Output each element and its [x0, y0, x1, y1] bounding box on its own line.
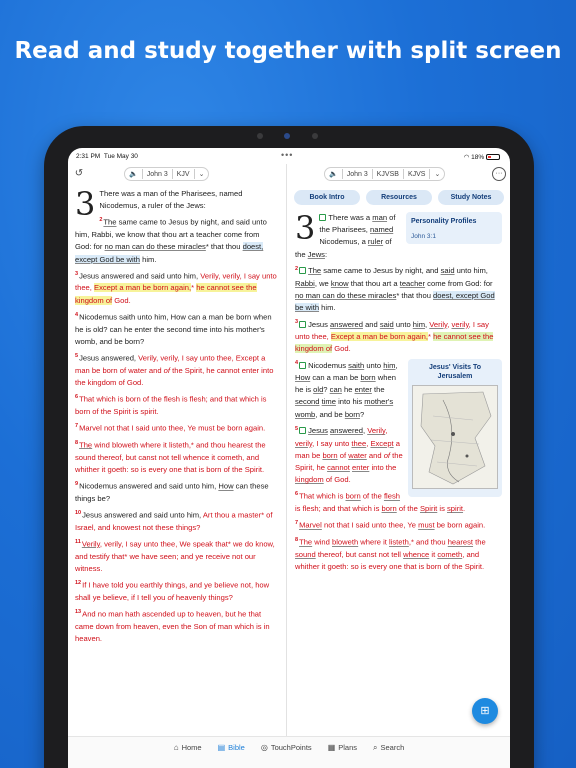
- profile-card-reference: John 3:1: [411, 233, 436, 241]
- battery-percent: 18%: [471, 154, 485, 161]
- verse-number: 12: [75, 580, 82, 586]
- verse-text: Nicodemus answered and said unto him, How can these things be?: [75, 481, 269, 503]
- right-version-selector[interactable]: [324, 167, 445, 181]
- tab-bible[interactable]: ▤ Bible: [217, 743, 245, 752]
- multitasking-dots-icon[interactable]: •••: [281, 150, 294, 160]
- verse-number: 5: [75, 353, 79, 360]
- verse-text: Jesus answered and said unto him, Verily, verily, I say unto thee, Except a man be born again,* he cannot see the kingdom of God.: [295, 319, 494, 354]
- verse-text: Nicodemus saith unto him, How can a man be born when he is old? can he enter the second time into his mother's womb, and be born?: [75, 312, 272, 346]
- verse-text: Nicodemus saith unto him, How can a man be born when he is old? can he enter the second time into his mother's womb, and be born?: [295, 360, 398, 419]
- search-icon: ⌕: [373, 743, 378, 752]
- verse-number: 6: [75, 394, 79, 401]
- battery-icon: [486, 154, 500, 160]
- verse-8[interactable]: [295, 534, 502, 573]
- status-time: 2:31 PM: [76, 153, 101, 160]
- home-icon: ⌂: [173, 743, 179, 752]
- verse-number: 8: [295, 537, 299, 544]
- verse-number: 3: [75, 270, 79, 277]
- verse-8[interactable]: [75, 437, 278, 476]
- verse-10[interactable]: [75, 507, 278, 534]
- verse-12[interactable]: [75, 577, 278, 604]
- sensor-dot: [312, 133, 318, 139]
- tab-home[interactable]: ⌂ Home: [173, 743, 202, 752]
- book-chapter-label[interactable]: John 3: [346, 170, 368, 178]
- resources-button[interactable]: Resources: [366, 190, 432, 205]
- verse-number: 9: [75, 480, 79, 487]
- verse-2[interactable]: [75, 214, 278, 265]
- left-toolbar: [68, 164, 286, 184]
- verse-6[interactable]: [75, 391, 278, 418]
- verse-7[interactable]: [295, 517, 502, 532]
- verse-text: The wind bloweth where it listeth,* and thou hearest the sound thereof, but canst not tell whence it cometh, and whither it goeth: so is every one that is born of the Spirit.: [75, 440, 266, 474]
- verse-text: Jesus answered, Verily, verily, I say unto thee, Except a man be born of water and of the Spirit, he cannot enter into the kingdom of God.: [75, 353, 274, 387]
- verse-number: 10: [75, 509, 82, 516]
- verse-number: 8: [75, 439, 79, 446]
- verse-13[interactable]: [75, 606, 278, 645]
- verse-number: 6: [295, 491, 299, 498]
- history-icon[interactable]: ↺: [74, 168, 84, 179]
- bible-icon: ▤: [217, 743, 226, 752]
- verse-2[interactable]: [295, 263, 502, 314]
- chevron-down-icon[interactable]: ⌄: [434, 171, 441, 178]
- map-card-jesus-visits[interactable]: [408, 359, 502, 497]
- verse-3[interactable]: [295, 316, 502, 355]
- map-card-title: Jesus' Visits To Jerusalem: [429, 364, 481, 381]
- personality-profile-card[interactable]: [406, 212, 502, 244]
- tab-plans[interactable]: ▦ Plans: [327, 743, 358, 752]
- split-view-button[interactable]: ⊞: [472, 698, 498, 724]
- audio-icon[interactable]: 🔈: [329, 171, 338, 178]
- verse-text: The same came to Jesus by night, and said unto him, Rabbi, we know that thou art a teacher come from God: for no man can do these miracles* that thou doest, except God be with him.: [295, 266, 495, 312]
- verse-text: The wind bloweth where it listeth,* and thou hearest the sound thereof, but canst not tell whence it cometh, and whither it goeth: so is every one that is born of the Spirit.: [295, 537, 486, 571]
- verse-5[interactable]: [75, 350, 278, 389]
- chapter-number: 3: [295, 209, 316, 247]
- version-label-secondary[interactable]: KJVS: [407, 170, 426, 178]
- tab-touchpoints[interactable]: ◎ TouchPoints: [260, 743, 312, 752]
- verse-3[interactable]: [75, 268, 278, 307]
- touchpoints-icon: ◎: [260, 743, 268, 752]
- promo-headline: Read and study together with split screen: [14, 38, 562, 64]
- map-image: [412, 385, 498, 489]
- verse-7[interactable]: [75, 420, 278, 435]
- chapter-number: 3: [75, 185, 96, 223]
- tab-search[interactable]: ⌕ Search: [373, 743, 405, 752]
- book-intro-button[interactable]: Book Intro: [294, 190, 360, 205]
- version-label-primary[interactable]: KJVSB: [376, 170, 399, 178]
- verse-text: There was a man of the Pharisees, named Nicodemus, a ruler of the Jews:: [295, 213, 396, 259]
- chevron-down-icon[interactable]: ⌄: [198, 171, 205, 178]
- verse-text: Jesus answered, Verily, verily, I say unto thee, Except a man be born of water and of the Spirit, he cannot enter into the kingdom of God.: [295, 426, 403, 485]
- verse-text: Marvel not that I said unto thee, Ye must be born again.: [79, 423, 266, 433]
- left-bible-text: [75, 185, 278, 647]
- verse-text: Verily, verily, I say unto thee, We speak that* we do know, and testify that* we have seen; and ye receive not our witness.: [75, 539, 275, 573]
- verse-text: There was a man of the Pharisees, named Nicodemus, a ruler of the Jews:: [99, 189, 243, 211]
- verse-number: 11: [75, 538, 81, 545]
- verse-text: The same came to Jesus by night, and said unto him, Rabbi, we know that thou art a teacher come from God: for no man can do these miracles* that thou doest, except God be with him.: [75, 217, 267, 264]
- verse-number: 3: [295, 319, 299, 326]
- status-date: Tue May 30: [103, 153, 138, 160]
- verse-number: 2: [295, 265, 299, 272]
- verse-9[interactable]: [75, 478, 278, 505]
- verse-number: 4: [75, 311, 79, 318]
- verse-number: 5: [295, 425, 299, 432]
- right-bible-text: [295, 209, 502, 575]
- verse-text: Marvel not that I said unto thee, Ye must be born again.: [299, 520, 486, 530]
- verse-text: If I have told you earthly things, and ye believe not, how shall ye believe, if I tell you of heavenly things?: [75, 580, 270, 602]
- version-label[interactable]: KJV: [176, 170, 190, 178]
- verse-4[interactable]: [75, 309, 278, 348]
- more-options-icon[interactable]: ···: [492, 167, 506, 181]
- audio-icon[interactable]: 🔈: [129, 171, 138, 178]
- verse-1[interactable]: [75, 188, 278, 212]
- verse-text: Jesus answered and said unto him, Art thou a master* of Israel, and knowest not these things?: [75, 510, 273, 532]
- wifi-icon: ◠: [463, 154, 470, 161]
- calendar-icon: ▦: [327, 743, 336, 752]
- verse-text: Jesus answered and said unto him, Verily, verily, I say unto thee, Except a man be born again,* he cannot see the kingdom of God.: [75, 271, 277, 305]
- left-reading-pane: [68, 164, 287, 736]
- verse-text: And no man hath ascended up to heaven, but he that came down from heaven, even the Son of man which is in heaven.: [75, 609, 270, 643]
- app-screen: [68, 148, 510, 768]
- verse-text: That which is born of the flesh is flesh; and that which is born of the Spirit is spirit.: [75, 394, 267, 416]
- verse-number: 4: [295, 360, 299, 367]
- bottom-tab-bar: [68, 736, 510, 768]
- verse-11[interactable]: [75, 536, 278, 575]
- verse-number: 13: [75, 608, 82, 615]
- sensor-dot: [257, 133, 263, 139]
- tablet-device: [44, 126, 534, 768]
- right-toolbar: [288, 164, 510, 184]
- verse-number: 7: [75, 423, 79, 430]
- profile-card-title: Personality Profiles: [411, 218, 477, 225]
- status-bar: [76, 150, 500, 164]
- study-notes-button[interactable]: Study Notes: [438, 190, 504, 205]
- right-reading-pane: [288, 164, 510, 736]
- resource-chips: [294, 190, 504, 205]
- verse-number: 2: [99, 217, 103, 224]
- left-version-selector[interactable]: [124, 167, 209, 181]
- verse-text: That which is born of the flesh is flesh; and that which is born of the Spirit is spirit.: [295, 491, 466, 514]
- camera-icon: [284, 133, 290, 139]
- verse-number: 7: [295, 520, 299, 527]
- book-chapter-label[interactable]: John 3: [146, 170, 168, 178]
